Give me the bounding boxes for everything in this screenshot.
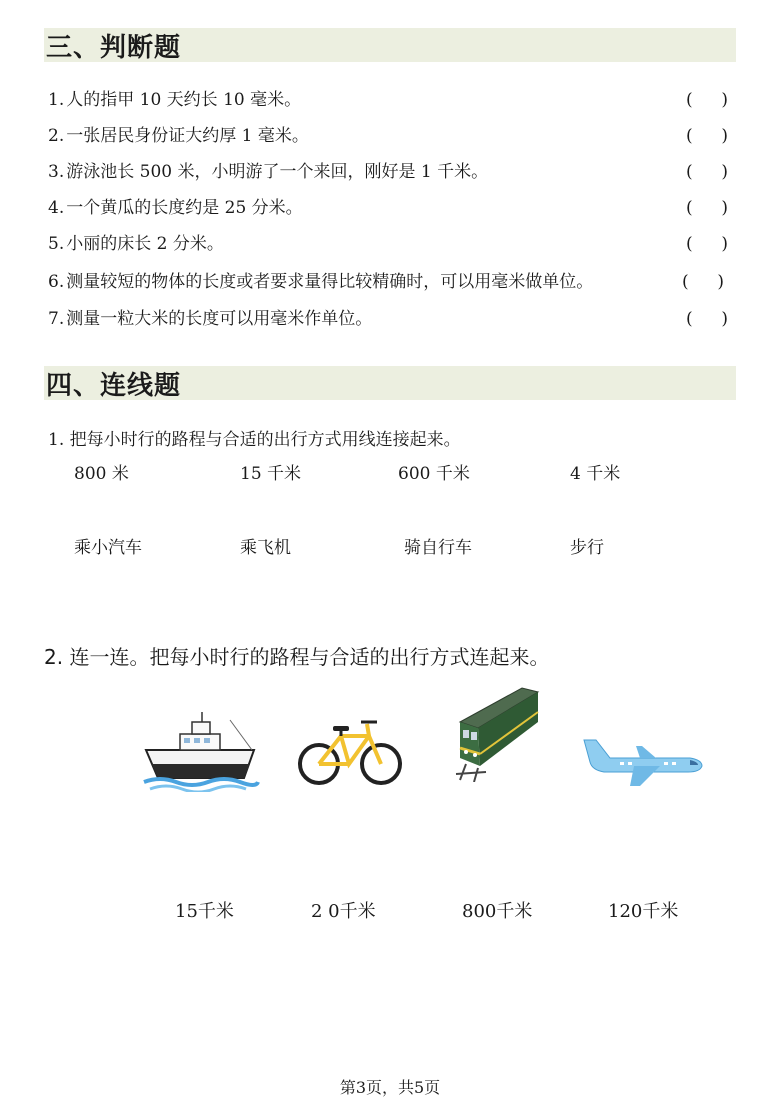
question-number: 6. — [48, 272, 65, 292]
answer-blank[interactable] — [682, 269, 724, 295]
distance-label[interactable]: 800 米 — [74, 464, 129, 484]
question-text: 游泳池长 500 米，小明游了一个来回，刚好是 1 千米。 — [66, 162, 489, 182]
question-number: 2. — [48, 126, 65, 146]
answer-blank[interactable] — [686, 87, 728, 113]
question-item — [48, 87, 734, 113]
question-number: 1. — [48, 90, 65, 110]
section-header-matching — [44, 366, 736, 400]
travel-mode-label[interactable]: 骑自行车 — [404, 538, 472, 558]
paren-open: ( — [686, 234, 693, 254]
paren-close: ) — [717, 272, 724, 292]
question-item — [48, 195, 734, 221]
paren-open: ( — [686, 162, 693, 182]
distance-label[interactable]: 600 千米 — [398, 464, 470, 484]
matching-prompt-1: 1. 把每小时行的路程与合适的出行方式用线连接起来。 — [48, 430, 461, 450]
question-item — [48, 159, 734, 185]
paren-open: ( — [682, 272, 689, 292]
distance-label[interactable]: 120千米 — [608, 901, 679, 922]
question-text: 测量一粒大米的长度可以用毫米作单位。 — [66, 309, 373, 329]
travel-mode-label[interactable]: 乘飞机 — [240, 538, 291, 558]
paren-close: ) — [721, 234, 728, 254]
question-item — [48, 306, 734, 332]
paren-close: ) — [721, 90, 728, 110]
matching-prompt-2: 2. 连一连。把每小时行的路程与合适的出行方式连起来。 — [44, 645, 550, 669]
answer-blank[interactable] — [686, 123, 728, 149]
page-number: 第3页，共5页 — [339, 1078, 441, 1097]
distance-label[interactable]: 800千米 — [462, 901, 533, 922]
question-number: 7. — [48, 309, 65, 329]
question-text: 一个黄瓜的长度约是 25 分米。 — [66, 198, 303, 218]
paren-close: ) — [721, 126, 728, 146]
section-title: 四、连线题 — [46, 370, 182, 401]
airplane-icon[interactable] — [580, 732, 704, 788]
paren-open: ( — [686, 90, 693, 110]
paren-close: ) — [721, 309, 728, 329]
distance-label[interactable]: 15千米 — [175, 901, 234, 922]
paren-open: ( — [686, 198, 693, 218]
answer-blank[interactable] — [686, 159, 728, 185]
question-item — [48, 231, 734, 257]
paren-open: ( — [686, 309, 693, 329]
distance-label[interactable]: 2 0千米 — [311, 901, 376, 922]
section-title: 三、判断题 — [46, 32, 182, 63]
section-header-judgment — [44, 28, 736, 62]
distance-label[interactable]: 4 千米 — [570, 464, 621, 484]
question-item — [48, 269, 734, 295]
question-number: 3. — [48, 162, 65, 182]
question-text: 一张居民身份证大约厚 1 毫米。 — [66, 126, 309, 146]
question-number: 4. — [48, 198, 65, 218]
question-text: 测量较短的物体的长度或者要求量得比较精确时，可以用毫米做单位。 — [66, 272, 594, 292]
question-text: 小丽的床长 2 分米。 — [66, 234, 224, 254]
travel-mode-label[interactable]: 步行 — [570, 538, 604, 558]
answer-blank[interactable] — [686, 195, 728, 221]
question-item — [48, 123, 734, 149]
paren-close: ) — [721, 162, 728, 182]
paren-close: ) — [721, 198, 728, 218]
answer-blank[interactable] — [686, 306, 728, 332]
train-icon[interactable] — [452, 682, 544, 782]
bicycle-icon[interactable] — [297, 712, 403, 786]
ship-icon[interactable] — [140, 712, 260, 792]
paren-open: ( — [686, 126, 693, 146]
question-number: 5. — [48, 234, 65, 254]
question-text: 人的指甲 10 天约长 10 毫米。 — [66, 90, 302, 110]
answer-blank[interactable] — [686, 231, 728, 257]
travel-mode-label[interactable]: 乘小汽车 — [74, 538, 142, 558]
distance-label[interactable]: 15 千米 — [240, 464, 302, 484]
